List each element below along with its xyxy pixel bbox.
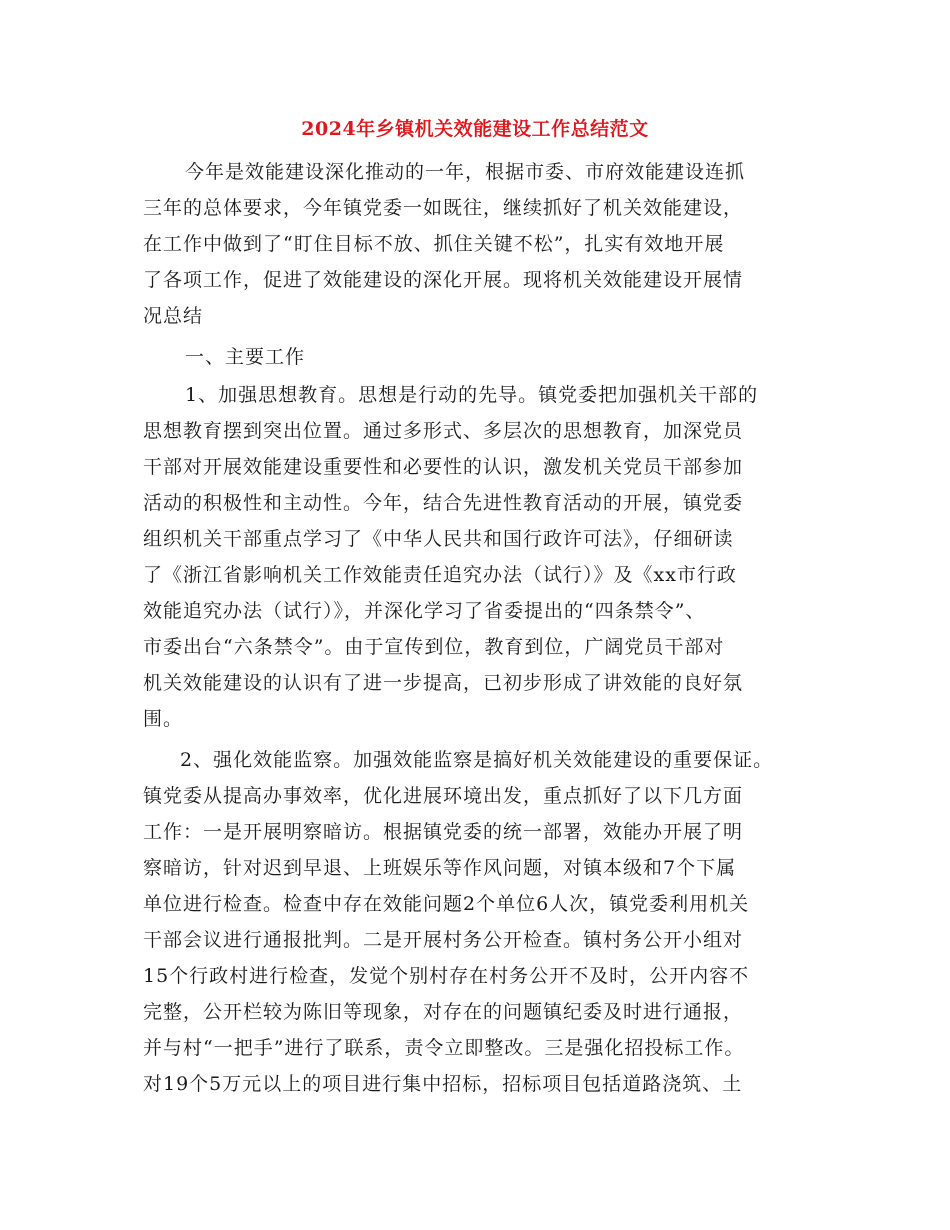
text-line: 察暗访，针对迟到早退、上班娱乐等作风问题，对镇本级和7个下属 <box>143 857 737 879</box>
text-line: 在工作中做到了“盯住目标不放、抓住关键不松”，扎实有效地开展 <box>143 233 725 255</box>
text-line: 了《浙江省影响机关工作效能责任追究办法（试行）》及《xx市行政 <box>143 564 737 586</box>
text-line: 15个行政村进行检查，发觉个别村存在村务公开不及时，公开内容不 <box>143 965 750 987</box>
document-title: 2024年乡镇机关效能建设工作总结范文 <box>301 118 649 140</box>
text-line: 2、强化效能监察。加强效能监察是搞好机关效能建设的重要保证。 <box>180 749 774 771</box>
text-line: 市委出台“六条禁令”。由于宣传到位，教育到位，广阔党员干部对 <box>143 636 725 658</box>
text-line: 围。 <box>143 708 184 730</box>
text-line: 单位进行检查。检查中存在效能问题2个单位6人次，镇党委利用机关 <box>143 893 750 915</box>
text-line: 思想教育摆到突出位置。通过多形式、多层次的思想教育，加深党员 <box>143 420 744 442</box>
text-line: 机关效能建设的认识有了进一步提高，已初步形成了讲效能的良好氛 <box>143 672 744 694</box>
text-line: 活动的积极性和主动性。今年，结合先进性教育活动的开展，镇党委 <box>143 492 744 514</box>
text-line: 了各项工作，促进了效能建设的深化开展。现将机关效能建设开展情 <box>143 269 744 291</box>
text-line: 干部对开展效能建设重要性和必要性的认识，激发机关党员干部参加 <box>143 456 744 478</box>
text-line: 对19个5万元以上的项目进行集中招标，招标项目包括道路浇筑、土 <box>143 1073 743 1095</box>
text-line: 组织机关干部重点学习了《中华人民共和国行政许可法》，仔细研读 <box>143 528 734 550</box>
text-line: 完整，公开栏较为陈旧等现象，对存在的问题镇纪委及时进行通报， <box>143 1001 744 1023</box>
text-line: 1、加强思想教育。思想是行动的先导。镇党委把加强机关干部的 <box>185 384 759 406</box>
text-line: 况总结 <box>143 305 204 327</box>
text-line: 三年的总体要求，今年镇党委一如既往，继续抓好了机关效能建设， <box>143 197 744 219</box>
text-line: 今年是效能建设深化推动的一年，根据市委、市府效能建设连抓 <box>185 161 746 183</box>
text-line: 效能追究办法（试行）》，并深化学习了省委提出的“四条禁令”、 <box>143 600 706 622</box>
section-heading: 一、主要工作 <box>185 346 306 368</box>
text-line: 并与村“一把手”进行了联系，责令立即整改。三是强化招投标工作。 <box>143 1037 745 1059</box>
text-line: 干部会议进行通报批判。二是开展村务公开检查。镇村务公开小组对 <box>143 929 744 951</box>
text-line: 工作：一是开展明察暗访。根据镇党委的统一部署，效能办开展了明 <box>143 821 744 843</box>
text-line: 镇党委从提高办事效率，优化进展环境出发，重点抓好了以下几方面 <box>143 785 744 807</box>
